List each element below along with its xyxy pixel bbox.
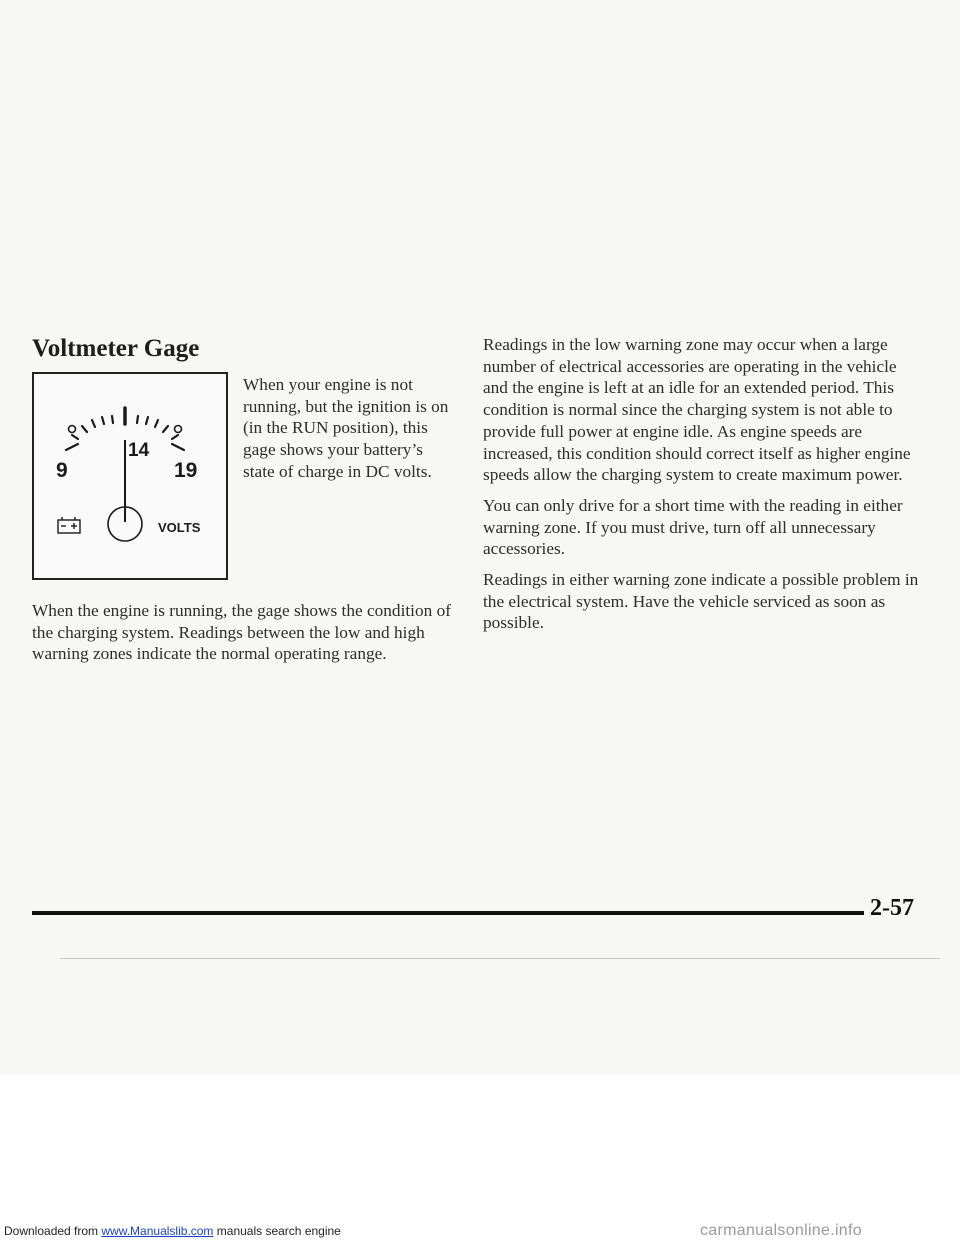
voltmeter-gauge-illustration bbox=[32, 372, 228, 580]
intro-paragraph: When your engine is not running, but the ignition is on (in the RUN position), this gage shows your battery’s state of charge in DC volts. bbox=[243, 375, 449, 481]
footer-suffix: manuals search engine bbox=[213, 1224, 341, 1238]
gauge-label-high: 19 bbox=[174, 459, 198, 482]
download-footer bbox=[4, 1224, 341, 1238]
short-drive-paragraph: You can only drive for a short time with the reading in either warning zone. If you must drive, turn off all unnecessary accessories. bbox=[483, 495, 903, 559]
section-title: Voltmeter Gage bbox=[32, 335, 200, 362]
footer-prefix: Downloaded from bbox=[4, 1224, 102, 1238]
gauge-units-label: VOLTS bbox=[158, 520, 201, 535]
scan-line bbox=[60, 958, 940, 959]
gauge-label-low: 9 bbox=[56, 459, 68, 482]
watermark: carmanualsonline.info bbox=[700, 1222, 862, 1239]
running-paragraph: When the engine is running, the gage shows the condition of the charging system. Readings between the low and high warning zones indicate the normal operating range. bbox=[32, 601, 451, 664]
manualslib-link[interactable]: www.Manualslib.com bbox=[101, 1224, 214, 1238]
right-column bbox=[483, 334, 923, 643]
page-number: 2-57 bbox=[870, 895, 914, 921]
high-zone-marker bbox=[175, 426, 182, 433]
voltmeter-gauge-svg bbox=[34, 374, 226, 578]
battery-icon bbox=[58, 517, 80, 533]
service-paragraph: Readings in either warning zone indicate a possible problem in the electrical system. Have the vehicle serviced as soon as possible. bbox=[483, 570, 919, 633]
low-zone-paragraph: Readings in the low warning zone may occur when a large number of electrical accessories are operating in the vehicle and the engine is left at an idle for an extended period. This condition is normal since the charging system is not able to provide full power at engine idle. As engine speeds are increased, this condition should correct itself as higher engine speeds allow the charging system to create maximum power. bbox=[483, 335, 911, 485]
gauge-label-mid: 14 bbox=[128, 440, 150, 461]
low-zone-marker bbox=[69, 426, 76, 433]
page-rule bbox=[32, 911, 864, 915]
